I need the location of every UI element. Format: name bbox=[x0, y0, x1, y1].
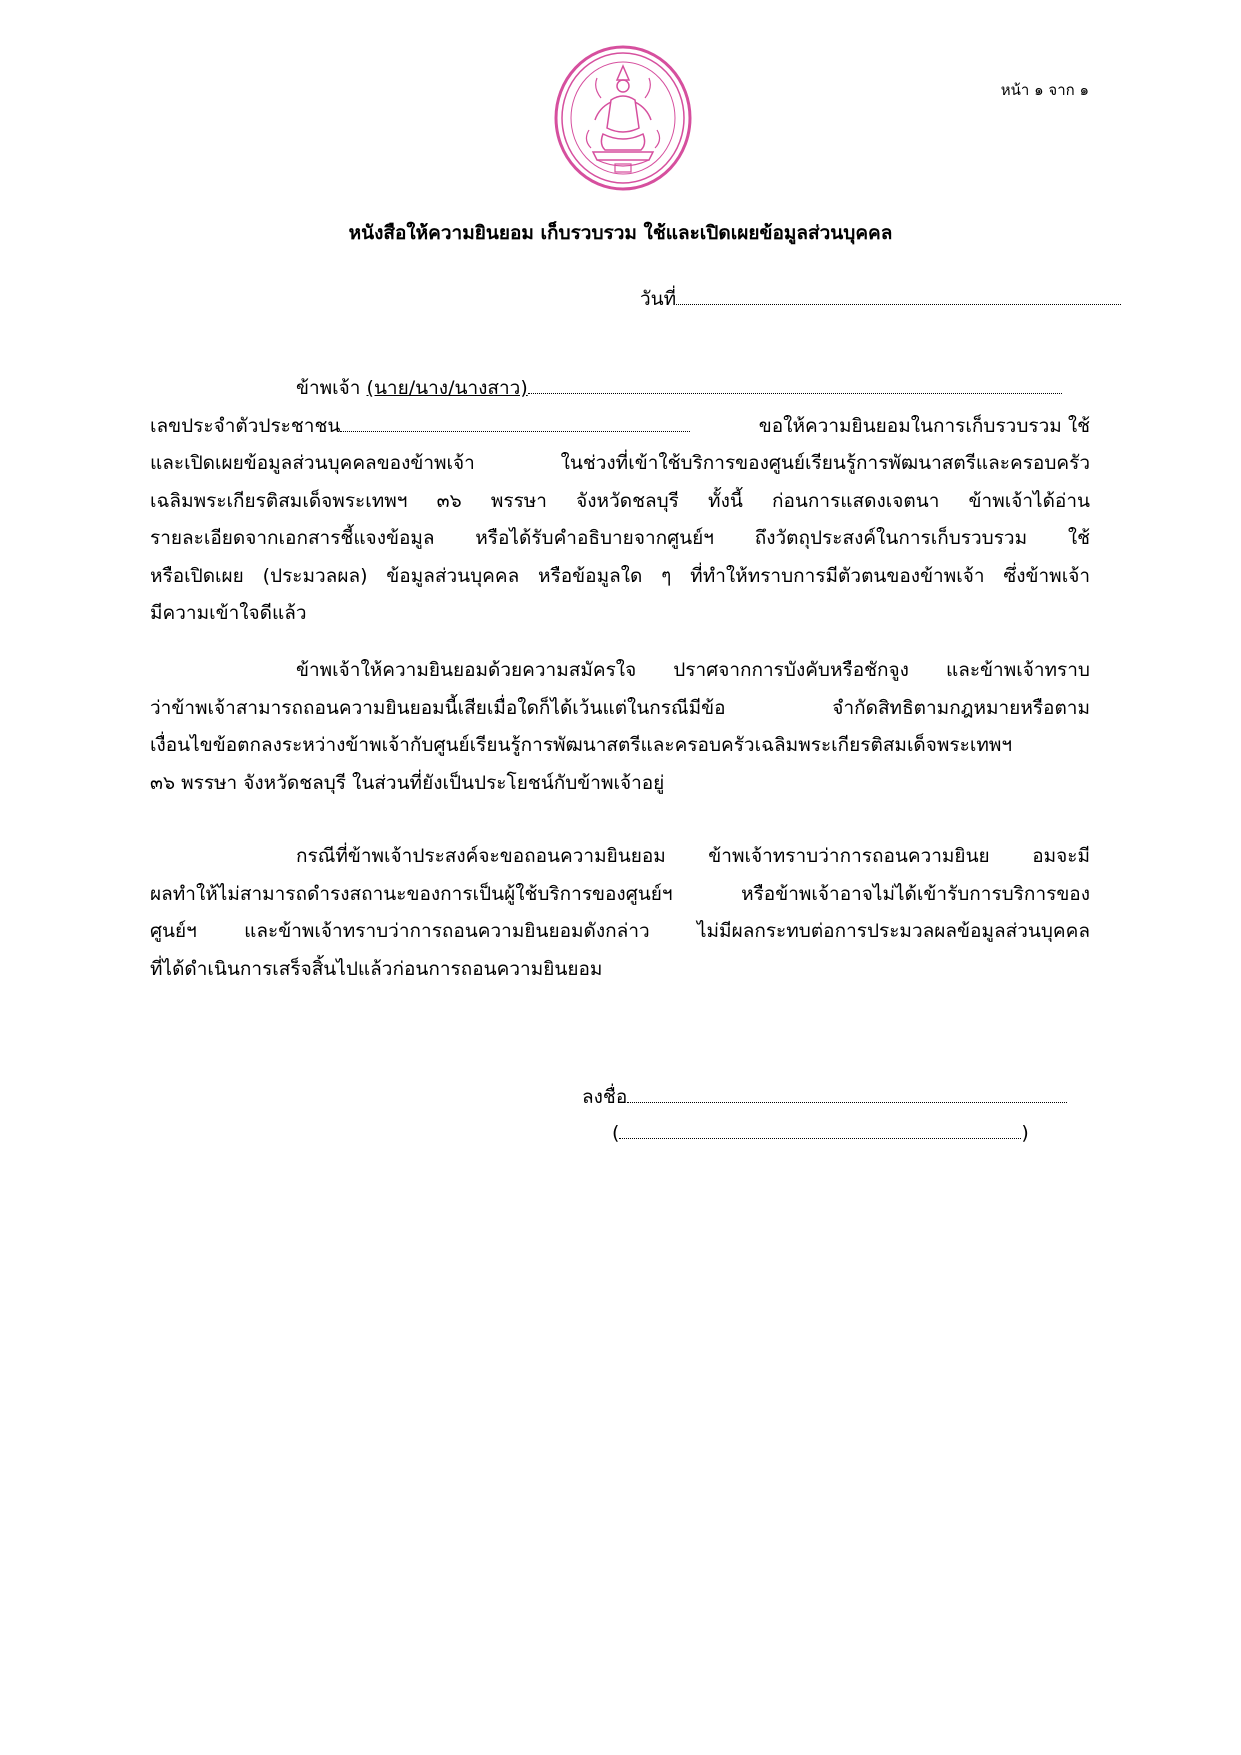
signature-line bbox=[582, 1082, 1067, 1112]
text-line: ผลทำให้ไม่สามารถดำรงสถานะของการเป็นผู้ใช้บริการของศูนย์ฯ หรือข้าพเจ้าอาจไม่ได้เข้ารับการบริการของ bbox=[150, 882, 1090, 905]
text-line: และเปิดเผยข้อมูลส่วนบุคคลของข้าพเจ้า ในช่วงที่เข้าใช้บริการของศูนย์เรียนรู้การพัฒนาสตรีและครอบครัว bbox=[150, 452, 1090, 474]
date-label: วันที่ bbox=[640, 288, 677, 310]
paragraph-withdrawal-effect bbox=[150, 838, 1090, 988]
date-line bbox=[640, 284, 1121, 314]
signature-label: ลงชื่อ bbox=[582, 1086, 628, 1108]
open-paren: ( bbox=[612, 1122, 620, 1144]
id-line-tail: ขอให้ความยินยอมในการเก็บรวบรวม ใช้ bbox=[758, 414, 1090, 437]
text-line: มีความเข้าใจดีแล้ว bbox=[150, 602, 307, 624]
text-line: กรณีที่ข้าพเจ้าประสงค์จะขอถอนความยินยอม ข้าพเจ้าทราบว่าการถอนความยินย อมจะมี bbox=[296, 845, 1090, 867]
text-line: ว่าข้าพเจ้าสามารถถอนความยินยอมนี้เสียเมื่อใดก็ได้เว้นแต่ในกรณีมีข้อ จำกัดสิทธิตามกฎหมายหรือตาม bbox=[150, 696, 1090, 719]
seal-logo bbox=[553, 44, 693, 192]
name-field[interactable] bbox=[528, 373, 1062, 394]
text-line: ศูนย์ฯ และข้าพเจ้าทราบว่าการถอนความยินยอมดังกล่าว ไม่มีผลกระทบต่อการประมวลผลข้อมูลส่วนบุคคล bbox=[150, 920, 1090, 942]
paragraph-consent bbox=[150, 370, 1090, 633]
text-line: หรือเปิดเผย (ประมวลผล) ข้อมูลส่วนบุคคล หรือข้อมูลใด ๆ ที่ทำให้ทราบการมีตัวตนของข้าพเจ้า ซึ่งข้าพเจ้า bbox=[150, 564, 1090, 587]
text-line: เฉลิมพระเกียรติสมเด็จพระเทพฯ ๓๖ พรรษา จังหวัดชลบุรี ทั้งนี้ ก่อนการแสดงเจตนา ข้าพเจ้าได้อ่าน bbox=[150, 489, 1090, 512]
printed-name-field[interactable] bbox=[619, 1118, 1021, 1139]
paragraph-withdrawal-right bbox=[150, 652, 1090, 802]
signature-field[interactable] bbox=[627, 1082, 1067, 1103]
name-line bbox=[150, 370, 1090, 408]
document-title: หนังสือให้ความยินยอม เก็บรวบรวม ใช้และเปิดเผยข้อมูลส่วนบุคคล bbox=[348, 222, 893, 244]
close-paren: ) bbox=[1021, 1122, 1029, 1144]
page-number: หน้า ๑ จาก ๑ bbox=[1000, 81, 1089, 99]
printed-name-line bbox=[612, 1118, 1029, 1144]
id-label: เลขประจำตัวประชาชน bbox=[150, 414, 341, 437]
date-field[interactable] bbox=[676, 284, 1121, 305]
text-line: ที่ได้ดำเนินการเสร็จสิ้นไปแล้วก่อนการถอนความยินยอม bbox=[150, 957, 603, 980]
id-field[interactable] bbox=[340, 411, 690, 432]
id-line bbox=[150, 408, 1090, 446]
name-prefix: ข้าพเจ้า bbox=[296, 377, 361, 399]
text-line: ข้าพเจ้าให้ความยินยอมด้วยความสมัครใจ ปราศจากการบังคับหรือชักจูง และข้าพเจ้าทราบ bbox=[296, 659, 1090, 681]
text-line: รายละเอียดจากเอกสารชี้แจงข้อมูล หรือได้รับคำอธิบายจากศูนย์ฯ ถึงวัตถุประสงค์ในการเก็บรวบรวม ใช้ bbox=[150, 527, 1090, 549]
text-line: ๓๖ พรรษา จังหวัดชลบุรี ในส่วนที่ยังเป็นประโยชน์กับข้าพเจ้าอยู่ bbox=[150, 771, 665, 794]
text-line: เงื่อนไขข้อตกลงระหว่างข้าพเจ้ากับศูนย์เรียนรู้การพัฒนาสตรีและครอบครัวเฉลิมพระเกียรติสมเด็จพระเทพฯ bbox=[150, 734, 1013, 756]
name-titles: (นาย/นาง/นางสาว) bbox=[366, 377, 528, 399]
